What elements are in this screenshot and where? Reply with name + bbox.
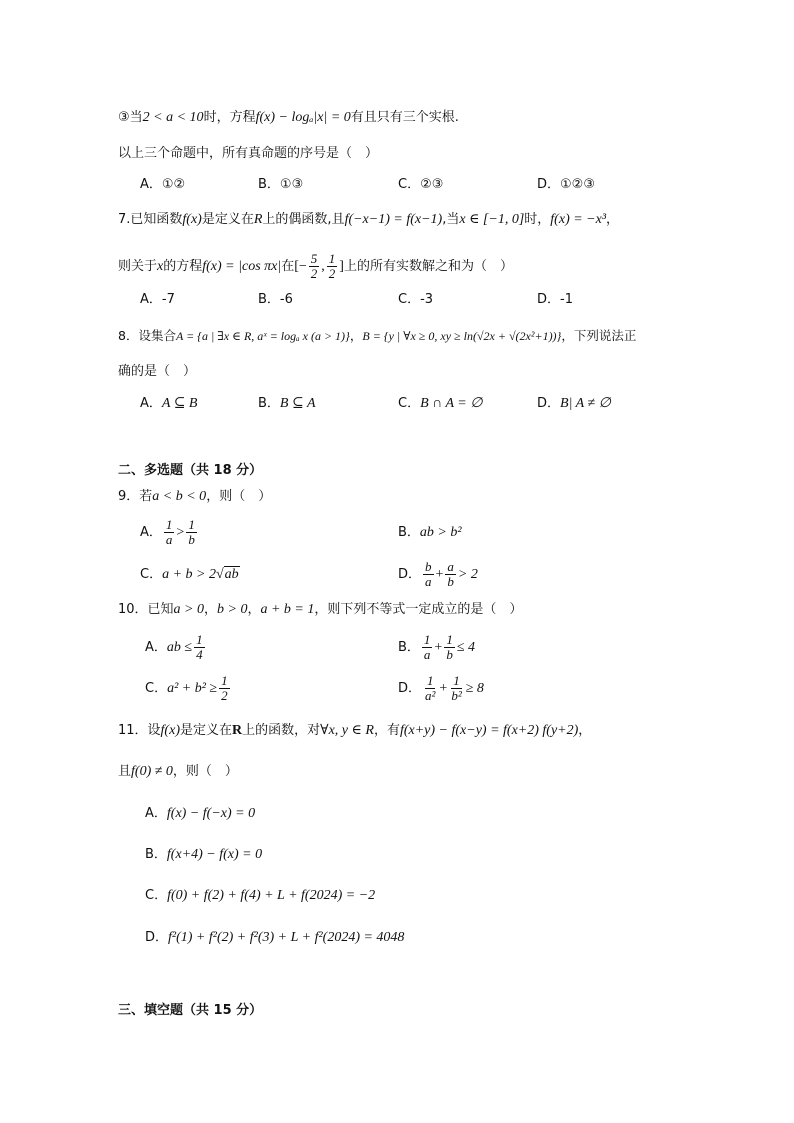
q9-option-d: D． $\frac{b}{a}$ + $\frac{a}{b}$ > 2 <box>398 559 478 589</box>
q11-functional-equation: f(x+y) − f(x−y) = f(x+2) f(y+2) <box>399 723 579 738</box>
q8-line-1 <box>118 326 636 346</box>
q8-set-a: A = {a | ∃x ∈ R, aˣ = logₐ x (a > 1)} <box>175 329 350 343</box>
q9-condition: a < b < 0 <box>152 489 207 504</box>
q9-stem: 9．若a < b < 0，则（ ） <box>118 489 272 504</box>
q9-d-frac-1: $\frac{b}{a}$ <box>425 559 432 589</box>
q7-interval-open: [− <box>294 259 307 274</box>
q6-option-d <box>537 175 595 195</box>
q7-math-fx: f(x) <box>182 212 202 227</box>
q7-math-definition: f(x) = −x³ <box>550 212 607 227</box>
q8-text-3: ，下列说法正 <box>561 328 637 343</box>
q8-line-2: 确的是（ ） <box>118 364 197 379</box>
sqrt-icon: √ <box>215 567 224 582</box>
q11-option-b: B．f(x+4) − f(x) = 0 <box>145 847 263 862</box>
q8-option-c: C．B ∩ A = ∅ <box>398 396 483 411</box>
q11-option-a: A．f(x) − f(−x) = 0 <box>145 806 256 821</box>
q9-option-a: A． $\frac{1}{a}$ > $\frac{1}{b}$ <box>140 517 195 547</box>
q10-option-a: A．ab ≤ $\frac{1}{4}$ <box>145 632 203 662</box>
q7-text-1: 7.已知函数 <box>118 212 183 227</box>
q6-item3-line <box>118 108 459 128</box>
q10-stem: 10．已知a > 0，b > 0，a + b = 1，则下列不等式一定成立的是（ ） <box>118 602 523 617</box>
q6-option-c <box>398 175 443 195</box>
q7-line-2 <box>118 252 513 282</box>
q7-text-7: 则关于 <box>118 259 158 274</box>
section-2-heading: 二、多选题（共 18 分） <box>118 463 263 478</box>
q6-option-a-text: ①② <box>161 177 186 192</box>
q10-c-frac: $\frac{1}{2}$ <box>221 673 228 703</box>
q7-fraction-1-2: $\frac{1}{2}$ <box>328 251 336 281</box>
q10-option-d: D． $\frac{1}{\text{a²}}$ + $\frac{1}{\text{b²}}$ ≥ 8 <box>398 673 484 703</box>
q6-item3-mid: 时，方程 <box>203 110 256 125</box>
q9-a-frac-2: $\frac{1}{b}$ <box>188 517 195 547</box>
q7-math-symmetry: f(−x−1) = f(x−1) <box>344 212 443 227</box>
q11-line-2: 且f(0) ≠ 0，则（ ） <box>118 764 238 779</box>
section-3-heading: 三、填空题（共 15 分） <box>118 1003 263 1018</box>
q7-option-b: B．-6 <box>258 292 293 307</box>
q10-b-frac-2: $\frac{1}{b}$ <box>446 632 453 662</box>
q7-text-6: ， <box>606 212 620 227</box>
q8-text-1: 8．设集合 <box>118 328 176 343</box>
q7-text-4: ,当 <box>442 212 460 227</box>
q11-option-d: D．f²(1) + f²(2) + f²(3) + L + f²(2024) = 4048 <box>145 930 405 945</box>
q7-option-a: A．-7 <box>140 292 175 307</box>
q7-text-5: 时， <box>524 212 551 227</box>
q8-option-a: A．A ⊆ B <box>140 396 198 411</box>
q7-interval-close: ] <box>339 259 344 274</box>
q7-text-2: 是定义在 <box>201 212 254 227</box>
q10-a-frac: $\frac{1}{4}$ <box>196 632 203 662</box>
q7-text-3: 上的偶函数,且 <box>262 212 345 227</box>
q6-option-d-text: ①②③ <box>560 177 595 192</box>
q9-a-frac-1: $\frac{1}{a}$ <box>165 517 173 547</box>
q7-text-8: 的方程 <box>163 259 203 274</box>
q7-option-d: D．-1 <box>537 292 573 307</box>
q10-d-frac-1: $\frac{1}{\text{a²}}$ <box>425 673 436 703</box>
q6-item3-lead: ③当 <box>118 110 143 125</box>
q10-option-c: C．a² + b² ≥ $\frac{1}{2}$ <box>145 673 228 703</box>
q6-item3-equation: f(x) − logₐ|x| = 0 <box>255 110 351 125</box>
q6-option-b-label: B． <box>258 177 280 192</box>
q8-option-d: D．B| A ≠ ∅ <box>537 396 611 411</box>
q7-option-c: C．-3 <box>398 292 434 307</box>
q6-option-b <box>258 175 303 195</box>
q10-b-frac-1: $\frac{1}{a}$ <box>423 632 431 662</box>
q6-option-a <box>140 175 185 195</box>
q10-option-b: B． $\frac{1}{a}$ + $\frac{1}{b}$ ≤ 4 <box>398 632 476 662</box>
q6-question: 以上三个命题中，所有真命题的序号是（ ） <box>118 146 379 161</box>
q7-interval-comma: , <box>321 259 325 274</box>
q8-text-2: ， <box>349 328 363 343</box>
q10-d-frac-2: $\frac{1}{\text{b²}}$ <box>451 673 462 703</box>
q6-item3-condition: 2 < a < 10 <box>142 110 204 125</box>
q8-option-b: B．B ⊆ A <box>258 396 316 411</box>
q6-item3-tail: 有且只有三个实根. <box>350 110 459 125</box>
q7-text-9: 在 <box>281 259 295 274</box>
q6-option-b-text: ①③ <box>279 177 304 192</box>
q7-fraction-5-2: $\frac{5}{2}$ <box>310 251 318 281</box>
q11-line-1: 11．设f(x)是定义在R上的函数，对∀x, y ∈ R，有f(x+y) − f(x−y) = f(x+2) f(y+2)， <box>118 723 592 738</box>
q8-set-b: B = {y | ∀x ≥ 0, xy ≥ ln(√2x + √(2x²+1))} <box>362 329 562 343</box>
q9-option-c: C．a + b > 2√ab <box>140 567 239 582</box>
q7-text-10: 上的所有实数解之和为（ ） <box>343 259 513 274</box>
q9-d-frac-2: $\frac{a}{b}$ <box>447 559 454 589</box>
q6-option-d-label: D． <box>537 177 561 192</box>
q7-math-interval: x ∈ [−1, 0] <box>459 212 525 227</box>
q7-math-equation: f(x) = |cos πx| <box>202 259 282 274</box>
q7-line-1 <box>118 210 619 230</box>
q6-option-c-label: C． <box>398 177 421 192</box>
q11-option-c: C．f(0) + f(2) + f(4) + L + f(2024) = −2 <box>145 888 376 903</box>
q7-math-x: x <box>157 259 164 274</box>
q9-option-b: B．ab > b² <box>398 525 462 540</box>
q7-math-r: R <box>253 212 263 227</box>
q6-option-c-text: ②③ <box>420 177 444 192</box>
q6-option-a-label: A． <box>140 177 162 192</box>
